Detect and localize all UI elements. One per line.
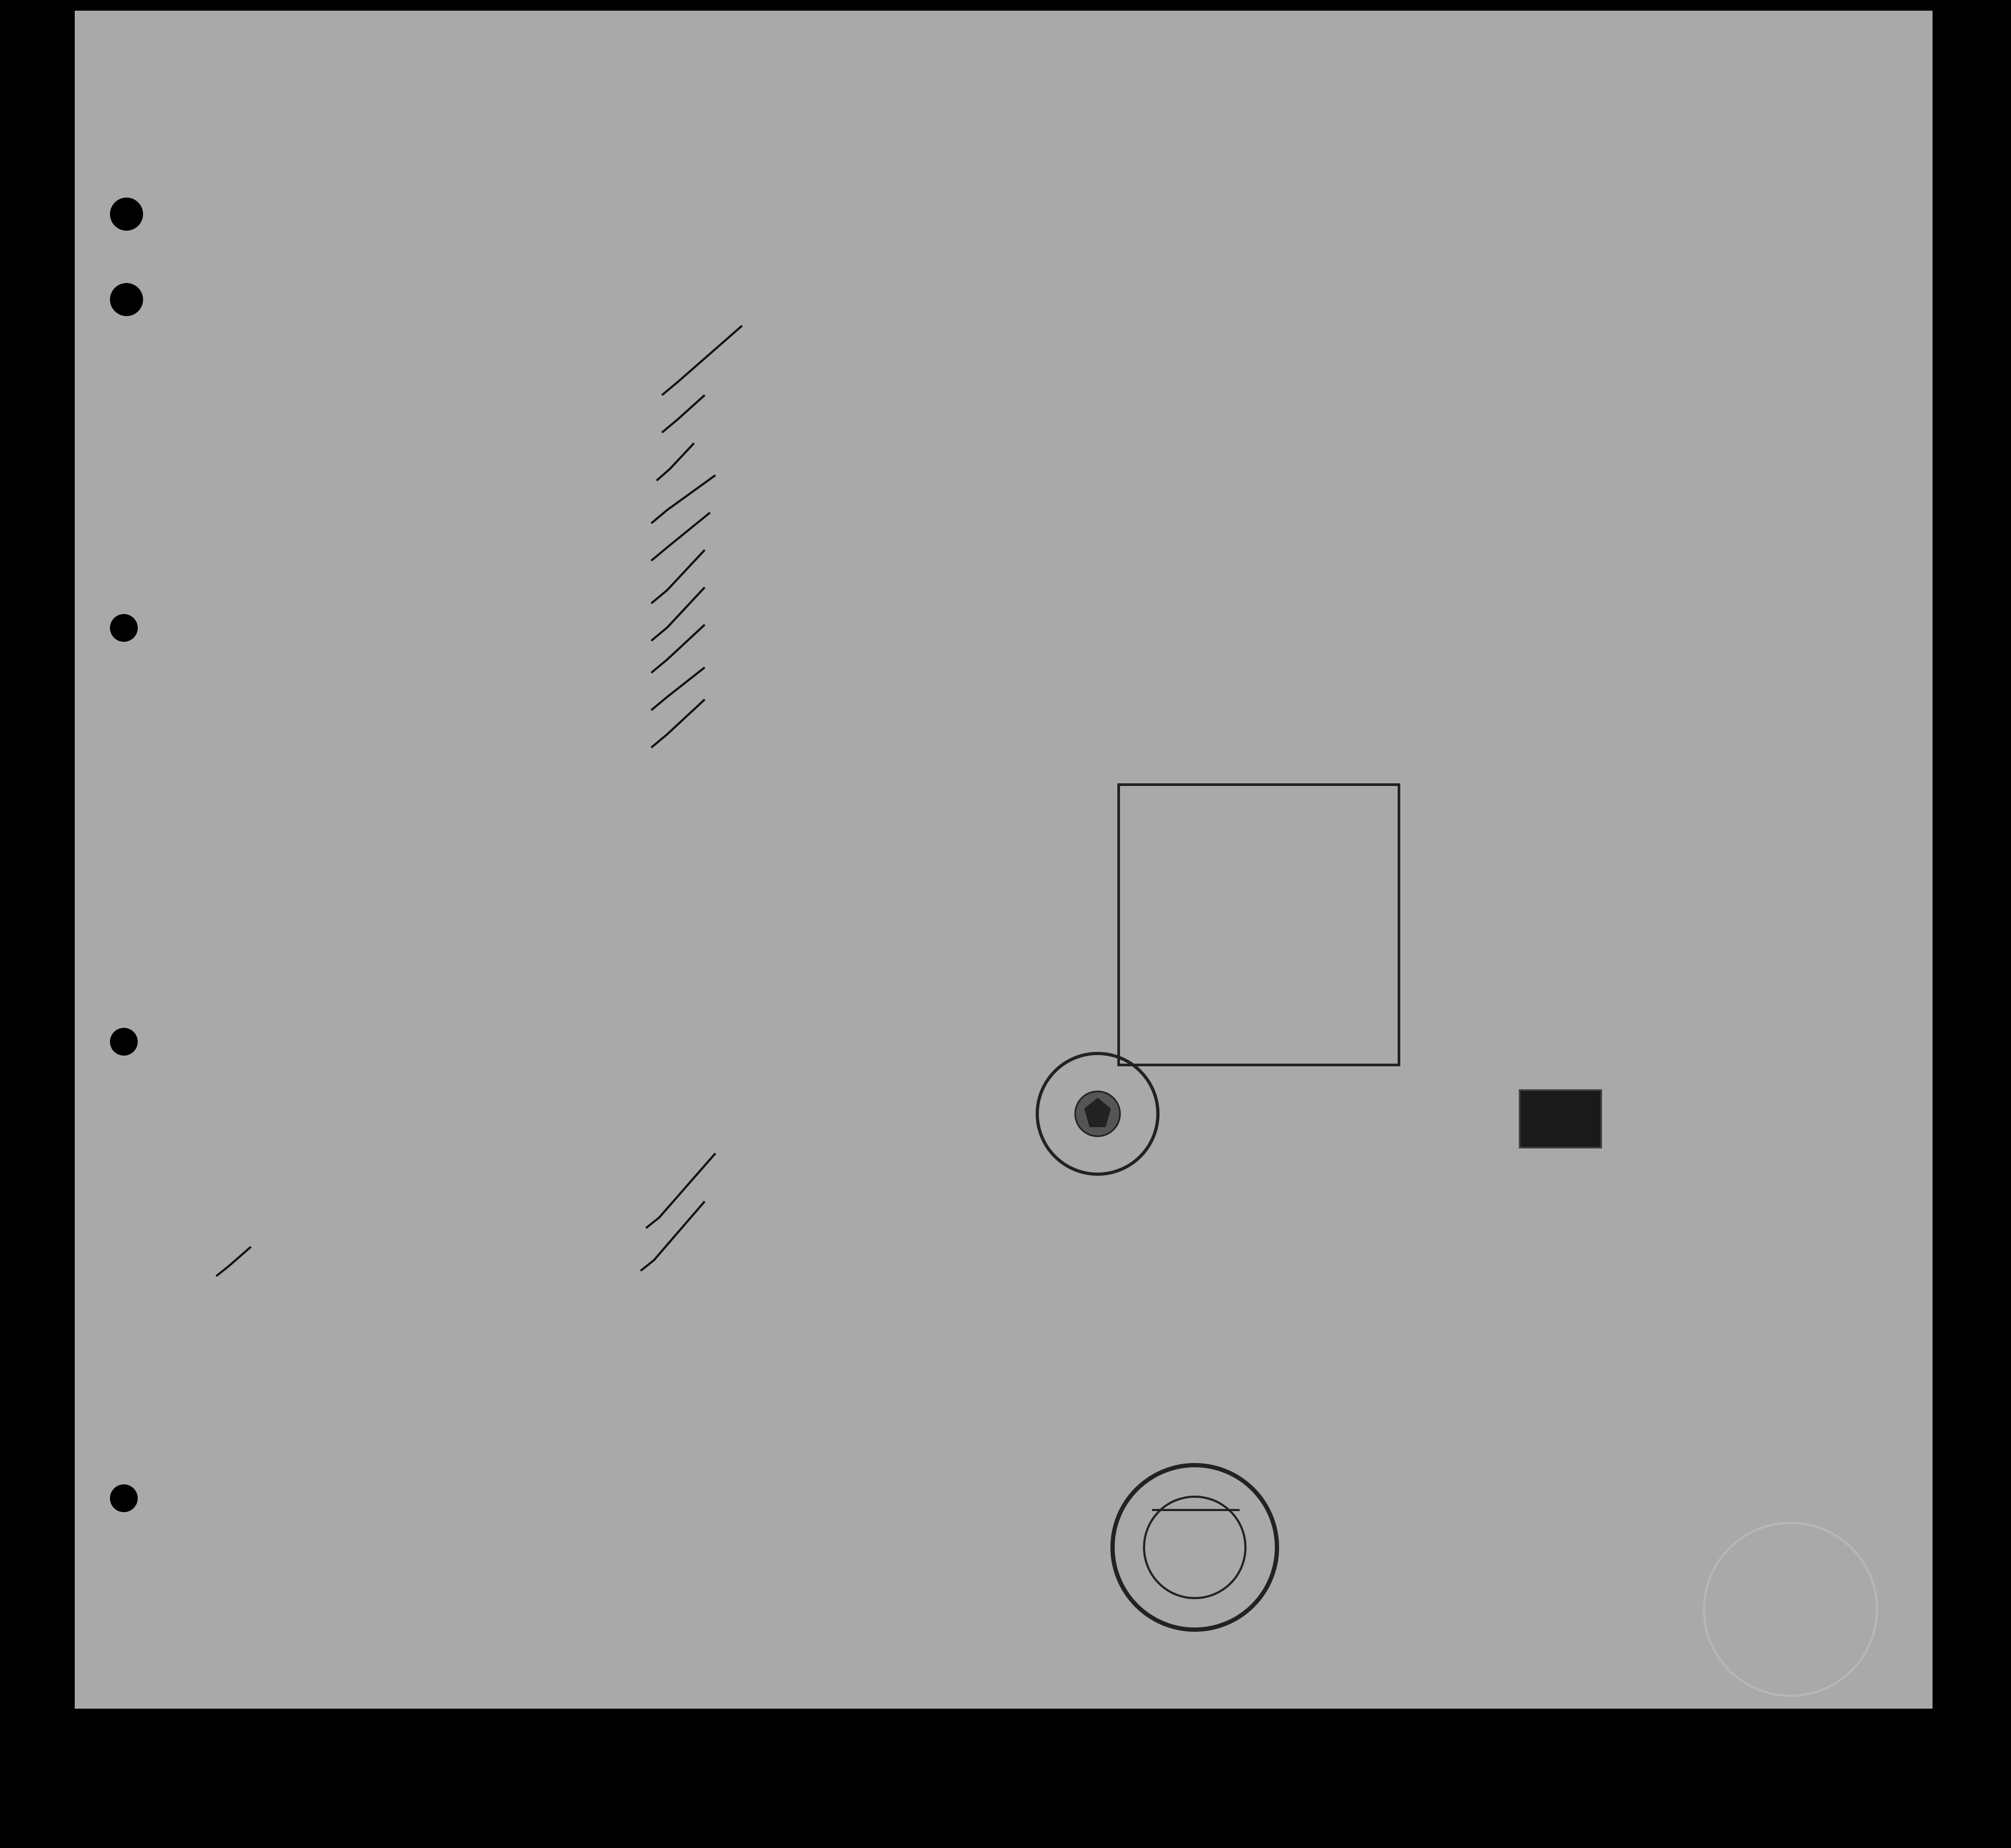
admitted-label bbox=[1152, 1509, 1240, 1511]
admitted-ring bbox=[1115, 1467, 1275, 1627]
punch-hole bbox=[110, 614, 138, 642]
punch-hole bbox=[110, 198, 143, 231]
manifest-sheet bbox=[75, 11, 1933, 1709]
consulate-seal bbox=[1036, 1052, 1160, 1176]
consulate-visa-stamp bbox=[1117, 783, 1400, 1066]
punch-hole bbox=[110, 1484, 138, 1512]
punch-hole bbox=[110, 1028, 138, 1056]
consulate-seal-ring bbox=[1039, 1055, 1156, 1173]
fee-stamp bbox=[1519, 1089, 1602, 1149]
embossed-seal bbox=[1703, 1522, 1878, 1697]
admitted-stamp bbox=[1110, 1463, 1279, 1632]
check-marks bbox=[75, 11, 1933, 1709]
punch-hole bbox=[110, 283, 143, 316]
